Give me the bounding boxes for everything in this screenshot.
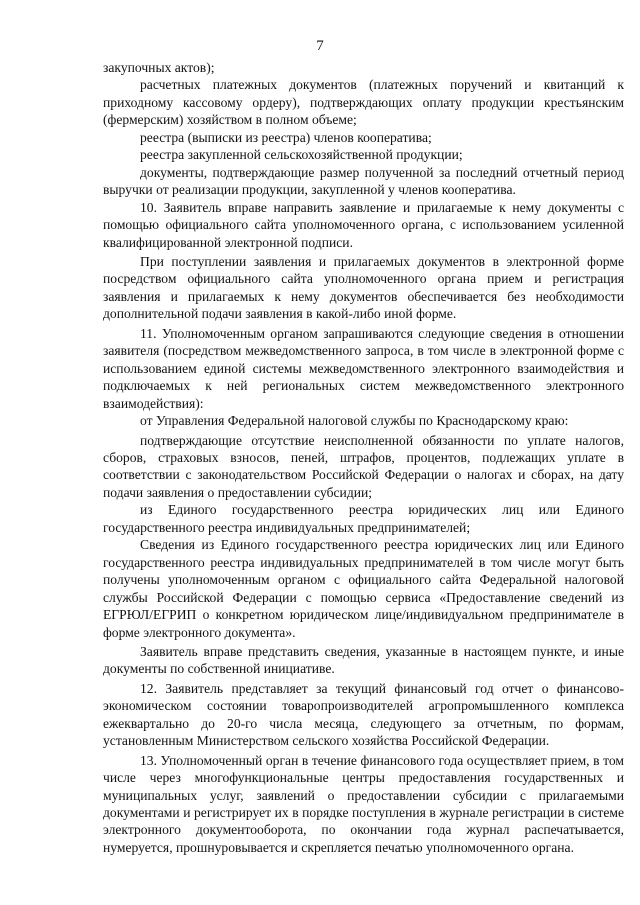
paragraph-state-registry: из Единого государственного реестра юридических лиц или Единого государственного реестра индивидуальных предпринимателей; [103,502,624,535]
paragraph-revenue-documents: документы, подтверждающие размер полученной за последний отчетный период выручки от реализации продукции, закупленной у членов кооператива. [103,164,624,198]
paragraph-electronic-submission: При поступлении заявления и прилагаемых документов в электронной форме посредством официального сайта уполномоченного органа прием и регистрация заявления и прилагаемых к нему документов обеспечивается без необходимости дополнительной подачи заявления в какой-либо иной форме. [103,253,624,322]
paragraph-tax-service: от Управления Федеральной налоговой службы по Краснодарскому краю: [140,413,569,429]
page-number: 7 [316,38,324,54]
document-body [103,59,624,856]
paragraph-payment-documents: расчетных платежных документов (платежных поручений и квитанций к приходному кассовому ордеру), подтверждающих оплату продукции крестьянским (фермерским) хозяйством в полном объеме; [103,77,624,128]
paragraph-member-registry: реестра (выписки из реестра) членов кооператива; [140,129,432,145]
paragraph-no-tax-debt: подтверждающие отсутствие неисполненной обязанности по уплате налогов, сборов, страховых взносов, пеней, штрафов, процентов, подлежащих уплате в соответствии с законодательством Российской Федерации о налогах и сборах, на дату подачи заявления о предоставлении субсидии; [103,432,624,500]
paragraph-item-13: 13. Уполномоченный орган в течение финансового года осуществляет прием, в том числе через многофункциональные центры предоставления государственных и муниципальных услуг, заявлений о предоставлении субсидии с прилагаемыми документами и регистрирует их в порядке поступления в журнале регистрации в системе электронного документооборота, по окончании года журнал распечатывается, нумеруется, прошнуровывается и скрепляется печатью уполномоченного органа. [103,752,624,855]
paragraph-registry-service: Сведения из Единого государственного реестра юридических лиц или Единого государственного реестра индивидуальных предпринимателей в том числе могут быть получены уполномоченным органом с официального сайта Федеральной налоговой службы Российской Федерации с помощью сервиса «Предоставление сведений из ЕГРЮЛ/ЕГРИП о конкретном юридическом лице/индивидуальном предпринимателе в форме электронного документа». [103,537,624,640]
paragraph-own-initiative: Заявитель вправе представить сведения, указанные в настоящем пункте, и иные документы по собственной инициативе. [103,643,624,677]
paragraph-item-11: 11. Уполномоченным органом запрашиваются следующие сведения в отношении заявителя (посредством межведомственного запроса, в том числе в электронной форме с использованием единой системы межведомственного электронного взаимодействия и подключаемых к ней региональных систем межведомственного электронного взаимодействия): [103,325,624,411]
paragraph-closing-fragment: закупочных актов); [103,60,215,75]
paragraph-item-12: 12. Заявитель представляет за текущий финансовый год отчет о финансово-экономическом состоянии товаропроизводителей агропромышленного комплекса ежеквартально до 20-го числа месяца, следующего за отчетным, по формам, установленным Министерством сельского хозяйства Российской Федерации. [103,680,624,749]
paragraph-purchased-products-registry: реестра закупленной сельскохозяйственной продукции; [140,147,463,163]
paragraph-item-10: 10. Заявитель вправе направить заявление и прилагаемые к нему документы с помощью официального сайта уполномоченного органа, с использованием усиленной квалифицированной электронной подписи. [103,199,624,250]
